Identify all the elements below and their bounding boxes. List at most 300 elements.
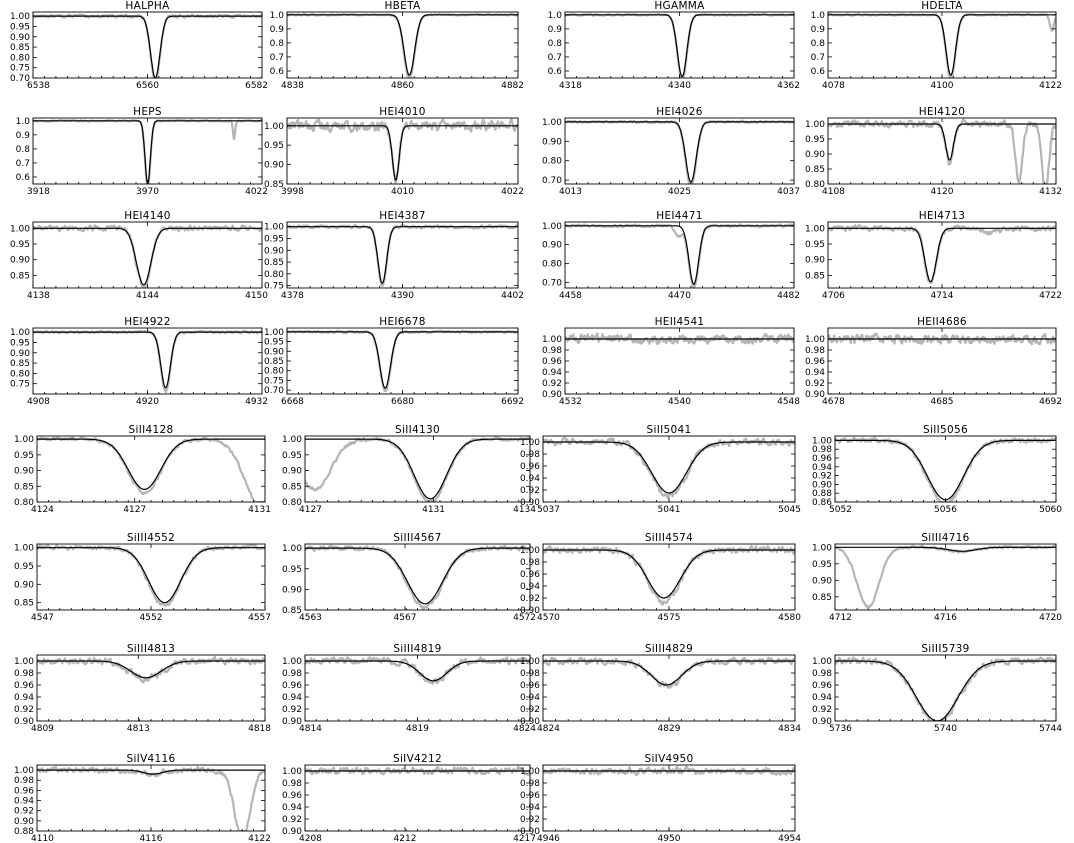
y-tick-label: 0.90: [804, 390, 825, 400]
y-tick-label: 0.85: [9, 271, 30, 282]
y-tick-label: 0.95: [13, 450, 34, 461]
x-tick-label: 4954: [778, 834, 801, 843]
y-tick-label: 0.92: [811, 705, 832, 715]
x-tick-label: 4720: [1039, 613, 1062, 623]
x-tick-label: 4120: [930, 187, 954, 197]
axes-frame: [33, 328, 262, 394]
x-tick-label: 4692: [1039, 397, 1062, 407]
y-tick-label: 0.90: [281, 827, 302, 837]
y-tick-label: 0.98: [519, 669, 540, 679]
observed-spectrum-line: [287, 14, 518, 78]
axes-frame: [305, 765, 530, 831]
axes-frame: [565, 222, 794, 288]
y-tick-label: 1.00: [9, 12, 30, 23]
y-tick-label: 0.96: [541, 357, 562, 367]
y-tick-label: 0.80: [541, 156, 562, 167]
y-tick-label: 0.80: [541, 259, 562, 270]
x-tick-label: 4557: [248, 613, 271, 623]
x-tick-label: 5060: [1039, 505, 1062, 515]
panel-title: SiIV4116: [126, 753, 176, 765]
model-profile-line: [835, 440, 1056, 499]
y-tick-label: 0.94: [519, 693, 540, 703]
observed-spectrum-line: [37, 545, 265, 606]
x-tick-label: 4818: [248, 724, 271, 734]
y-tick-label: 1.00: [281, 544, 302, 555]
x-tick-label: 4819: [406, 724, 429, 734]
panel-hdelta: [811, 0, 1062, 91]
model-profile-line: [37, 439, 265, 489]
x-tick-label: 5736: [829, 724, 852, 734]
y-tick-label: 0.98: [13, 669, 34, 679]
y-tick-label: 0.95: [804, 240, 825, 250]
y-tick-label: 0.85: [281, 606, 302, 616]
x-tick-label: 5056: [934, 505, 957, 515]
model-profile-line: [37, 548, 265, 603]
y-tick-label: 0.90: [811, 717, 832, 727]
y-tick-label: 0.95: [263, 141, 284, 152]
y-tick-label: 0.94: [13, 693, 34, 703]
y-tick-label: 1.00: [804, 120, 825, 130]
x-tick-label: 4390: [391, 291, 414, 301]
model-profile-line: [543, 442, 795, 493]
y-tick-label: 0.90: [519, 498, 540, 508]
panel-title: SiIII4819: [393, 643, 442, 655]
y-tick-label: 0.92: [519, 705, 540, 715]
y-tick-label: 1.00: [9, 328, 30, 339]
observed-spectrum-line: [835, 546, 1056, 607]
x-tick-label: 4860: [391, 81, 414, 91]
x-tick-label: 4010: [391, 187, 414, 197]
y-tick-label: 0.94: [281, 693, 302, 703]
x-tick-label: 4150: [245, 291, 268, 301]
x-tick-label: 4834: [778, 724, 801, 734]
axes-frame: [835, 655, 1056, 721]
y-tick-label: 0.9: [547, 24, 562, 35]
x-tick-label: 3998: [281, 187, 304, 197]
x-tick-label: 4547: [31, 613, 54, 623]
x-tick-label: 4037: [777, 187, 800, 197]
y-tick-label: 0.75: [263, 281, 284, 292]
y-tick-label: 1.0: [15, 116, 30, 127]
y-tick-label: 0.7: [810, 52, 825, 63]
y-tick-label: 0.96: [519, 681, 540, 691]
x-tick-label: 4127: [123, 505, 147, 515]
panel-title: HEI4010: [379, 106, 426, 118]
x-tick-label: 4950: [657, 834, 681, 843]
model-profile-line: [565, 226, 794, 284]
observed-spectrum-line: [287, 331, 518, 392]
x-tick-label: 4116: [139, 834, 163, 843]
y-tick-label: 0.90: [804, 255, 825, 266]
x-tick-label: 4685: [930, 397, 954, 407]
y-tick-label: 0.7: [15, 158, 30, 169]
y-tick-label: 0.85: [13, 482, 34, 493]
panel-siiii5739: [812, 643, 1062, 734]
panel-title: HEI6678: [379, 316, 426, 328]
y-tick-label: 0.94: [541, 368, 562, 378]
y-tick-label: 0.6: [269, 66, 284, 77]
y-tick-label: 0.80: [804, 180, 825, 190]
observed-spectrum-line: [287, 119, 518, 183]
model-profile-line: [287, 15, 518, 75]
observed-spectrum-line: [565, 121, 794, 184]
x-tick-label: 5041: [657, 505, 681, 515]
x-tick-label: 4318: [559, 81, 582, 91]
y-tick-label: 1.00: [541, 335, 562, 345]
panel-title: HEI4120: [918, 106, 966, 118]
panel-halpha: [10, 0, 268, 91]
x-tick-label: 5740: [934, 724, 957, 734]
y-tick-label: 0.90: [281, 585, 302, 596]
y-tick-label: 0.94: [13, 796, 34, 807]
panel-title: HEPS: [133, 106, 162, 118]
panel-siiv4116: [14, 753, 271, 843]
panel-heps: [16, 106, 268, 197]
y-tick-label: 0.80: [263, 269, 284, 280]
x-tick-label: 6680: [391, 397, 414, 407]
panel-siiii4567: [282, 532, 536, 623]
x-tick-label: 4580: [778, 613, 801, 623]
y-tick-label: 0.94: [804, 368, 825, 378]
x-tick-label: 4131: [422, 505, 446, 515]
panel-siii4128: [14, 424, 271, 515]
x-tick-label: 4570: [537, 613, 560, 623]
model-profile-line: [305, 548, 530, 604]
observed-spectrum-line: [543, 438, 795, 498]
y-tick-label: 0.75: [9, 63, 30, 74]
y-tick-label: 0.92: [519, 594, 540, 604]
y-tick-label: 1.00: [541, 117, 562, 128]
y-tick-label: 0.94: [519, 582, 540, 592]
model-profile-line: [543, 550, 795, 598]
y-tick-label: 0.85: [13, 598, 34, 609]
axes-frame: [543, 436, 795, 502]
x-tick-label: 6668: [281, 397, 304, 407]
x-tick-label: 4575: [657, 613, 681, 623]
y-tick-label: 0.90: [541, 240, 562, 251]
y-tick-label: 0.95: [9, 240, 30, 250]
model-profile-line: [33, 16, 262, 78]
panel-title: HEI4922: [124, 316, 171, 328]
axes-frame: [835, 544, 1056, 610]
y-tick-label: 0.95: [811, 559, 832, 570]
y-tick-label: 0.96: [519, 791, 540, 801]
observed-spectrum-line: [543, 658, 795, 688]
model-profile-line: [305, 439, 530, 499]
x-tick-label: 4809: [31, 724, 54, 734]
y-tick-label: 0.90: [519, 606, 540, 616]
panel-title: HGAMMA: [654, 0, 705, 12]
y-tick-label: 1.0: [810, 10, 825, 21]
y-tick-label: 1.00: [811, 436, 832, 447]
axes-frame: [543, 765, 795, 831]
x-tick-label: 4132: [1039, 187, 1062, 197]
x-tick-label: 4572: [513, 613, 536, 623]
y-tick-label: 0.88: [811, 489, 832, 500]
model-profile-line: [33, 332, 262, 388]
y-tick-label: 0.98: [804, 346, 825, 356]
panel-title: HEI4026: [656, 106, 703, 118]
panel-hei4713: [805, 210, 1062, 301]
axes-frame: [305, 544, 530, 610]
y-tick-label: 0.94: [519, 474, 540, 484]
panel-title: HEII4686: [917, 316, 967, 328]
observed-spectrum-line: [835, 438, 1056, 503]
y-tick-label: 0.70: [263, 386, 284, 397]
y-tick-label: 0.92: [13, 705, 34, 715]
y-tick-label: 0.90: [13, 466, 34, 477]
observed-spectrum-line: [33, 331, 262, 392]
x-tick-label: 4470: [668, 291, 691, 301]
y-tick-label: 0.92: [541, 379, 562, 389]
y-tick-label: 0.85: [9, 359, 30, 370]
panel-hei6678: [264, 316, 524, 407]
x-tick-label: 4716: [934, 613, 957, 623]
y-tick-label: 0.96: [519, 462, 540, 472]
panel-title: SiII5041: [646, 424, 692, 436]
y-tick-label: 0.90: [281, 717, 302, 727]
y-tick-label: 1.00: [9, 224, 30, 235]
y-tick-label: 0.90: [263, 347, 284, 358]
y-tick-label: 0.6: [810, 66, 825, 77]
panel-title: SiIII5739: [921, 643, 970, 655]
panel-siiii4716: [812, 532, 1062, 623]
observed-spectrum-line: [828, 225, 1056, 283]
x-tick-label: 4908: [27, 397, 50, 407]
x-tick-label: 4022: [245, 187, 268, 197]
panel-siiii4552: [14, 532, 271, 623]
y-tick-label: 0.90: [9, 255, 30, 266]
model-profile-line: [828, 15, 1056, 75]
panel-hei4120: [805, 106, 1062, 197]
y-tick-label: 0.90: [519, 717, 540, 727]
y-tick-label: 0.90: [519, 827, 540, 837]
x-tick-label: 4025: [668, 187, 691, 197]
y-tick-label: 0.90: [811, 480, 832, 491]
model-profile-line: [287, 227, 518, 283]
x-tick-label: 4208: [299, 834, 322, 843]
y-tick-label: 1.00: [811, 543, 832, 554]
axes-frame: [37, 436, 265, 502]
y-tick-label: 1.00: [804, 335, 825, 345]
x-tick-label: 6538: [27, 81, 50, 91]
observed-spectrum-line: [33, 14, 262, 78]
y-tick-label: 1.00: [281, 767, 302, 777]
y-tick-label: 0.95: [804, 135, 825, 145]
x-tick-label: 4217: [513, 834, 536, 843]
x-tick-label: 4882: [501, 81, 524, 91]
panel-siii4130: [282, 424, 536, 515]
y-tick-label: 1.00: [263, 327, 284, 338]
y-tick-label: 0.90: [9, 348, 30, 359]
x-tick-label: 4402: [501, 291, 524, 301]
y-tick-label: 0.6: [547, 66, 562, 77]
observed-spectrum-line: [305, 437, 530, 502]
y-tick-label: 0.98: [811, 445, 832, 456]
y-tick-label: 0.80: [263, 366, 284, 377]
panel-hei4471: [542, 210, 800, 301]
y-tick-label: 1.00: [13, 766, 34, 777]
x-tick-label: 5052: [829, 505, 852, 515]
x-tick-label: 5045: [778, 505, 801, 515]
panel-title: SiIV4950: [644, 753, 694, 765]
panel-title: HEI4140: [124, 210, 171, 222]
y-tick-label: 0.80: [13, 498, 34, 508]
panel-siiv4950: [520, 753, 801, 843]
panel-hei4922: [10, 316, 268, 407]
y-tick-label: 0.85: [263, 357, 284, 367]
y-tick-label: 0.96: [811, 454, 832, 464]
model-profile-line: [33, 228, 262, 285]
y-tick-label: 0.75: [263, 376, 284, 387]
model-profile-line: [305, 661, 530, 681]
y-tick-label: 0.95: [263, 337, 284, 348]
panel-title: SiII4128: [128, 424, 174, 436]
panel-heii4541: [542, 316, 800, 407]
x-tick-label: 5037: [537, 505, 560, 515]
y-tick-label: 1.00: [519, 767, 540, 777]
y-tick-label: 0.95: [281, 564, 302, 575]
y-tick-label: 0.75: [9, 379, 30, 390]
y-tick-label: 0.96: [13, 786, 34, 797]
y-tick-label: 0.9: [810, 24, 825, 35]
panel-title: SiIII4716: [921, 532, 970, 544]
y-tick-label: 0.70: [541, 278, 562, 289]
x-tick-label: 4540: [668, 397, 691, 407]
y-tick-label: 0.8: [547, 38, 562, 49]
x-tick-label: 6692: [501, 397, 524, 407]
y-tick-label: 0.95: [263, 234, 284, 245]
x-tick-label: 4134: [513, 505, 536, 515]
y-tick-label: 0.9: [15, 130, 30, 141]
y-tick-label: 0.85: [804, 271, 825, 282]
y-tick-label: 1.00: [519, 657, 540, 667]
y-tick-label: 0.8: [15, 144, 30, 155]
y-tick-label: 0.98: [541, 346, 562, 356]
panel-siii5056: [812, 424, 1062, 515]
x-tick-label: 4813: [126, 724, 150, 734]
x-tick-label: 4144: [136, 291, 159, 301]
y-tick-label: 0.90: [811, 576, 832, 587]
y-tick-label: 0.92: [519, 486, 540, 496]
panel-title: SiIII4829: [644, 643, 694, 655]
y-tick-label: 0.85: [263, 258, 284, 269]
y-tick-label: 0.90: [263, 160, 284, 171]
y-tick-label: 0.7: [547, 52, 562, 63]
x-tick-label: 4013: [559, 187, 582, 197]
y-tick-label: 1.00: [263, 222, 284, 233]
y-tick-label: 0.6: [15, 172, 30, 183]
axes-frame: [828, 222, 1056, 288]
y-tick-label: 0.85: [804, 165, 825, 175]
y-tick-label: 0.90: [263, 246, 284, 257]
model-profile-line: [33, 121, 262, 184]
y-tick-label: 0.80: [9, 53, 30, 64]
y-tick-label: 0.98: [519, 779, 540, 789]
x-tick-label: 4814: [299, 724, 322, 734]
panel-title: SiIII4574: [644, 532, 694, 544]
panel-siiv4212: [282, 753, 536, 843]
y-tick-label: 1.00: [13, 543, 34, 554]
panel-title: SiIII4552: [126, 532, 176, 544]
panel-title: HALPHA: [125, 0, 170, 12]
x-tick-label: 4108: [822, 187, 845, 197]
axes-frame: [305, 655, 530, 721]
y-tick-label: 0.94: [811, 462, 832, 473]
y-tick-label: 0.96: [13, 681, 34, 691]
y-tick-label: 1.0: [269, 10, 284, 21]
y-tick-label: 0.8: [810, 38, 825, 49]
y-tick-label: 1.00: [804, 224, 825, 235]
x-tick-label: 3970: [136, 187, 159, 197]
panel-title: HBETA: [384, 0, 421, 12]
x-tick-label: 4212: [393, 834, 417, 843]
model-profile-line: [287, 126, 518, 180]
y-tick-label: 0.85: [281, 482, 302, 493]
x-tick-label: 5744: [1039, 724, 1062, 734]
panel-title: SiIII4813: [126, 643, 176, 655]
y-tick-label: 0.92: [519, 815, 540, 825]
axes-frame: [835, 436, 1056, 502]
y-tick-label: 0.95: [281, 450, 302, 461]
x-tick-label: 4131: [248, 505, 271, 515]
x-tick-label: 4122: [1039, 81, 1062, 91]
y-tick-label: 0.98: [281, 779, 302, 789]
panel-title: HEI4713: [918, 210, 966, 222]
x-tick-label: 4138: [27, 291, 50, 301]
y-tick-label: 1.00: [13, 657, 34, 667]
y-tick-label: 1.00: [519, 438, 540, 448]
y-tick-label: 0.90: [9, 32, 30, 43]
model-profile-line: [543, 661, 795, 685]
panel-siiii4819: [282, 643, 536, 734]
panel-siiii4813: [14, 643, 271, 734]
observed-spectrum-line: [33, 120, 262, 184]
y-tick-label: 1.00: [281, 435, 302, 446]
x-tick-label: 6582: [245, 81, 268, 91]
y-tick-label: 0.70: [541, 176, 562, 187]
x-tick-label: 4678: [822, 397, 845, 407]
x-tick-label: 4340: [668, 81, 691, 91]
y-tick-label: 0.92: [13, 806, 34, 817]
x-tick-label: 4022: [501, 187, 524, 197]
x-tick-label: 4122: [248, 834, 271, 843]
panel-hei4010: [264, 106, 524, 197]
observed-spectrum-line: [835, 657, 1056, 721]
panel-hei4387: [264, 210, 524, 301]
model-profile-line: [287, 332, 518, 388]
x-tick-label: 4532: [559, 397, 582, 407]
panel-title: SiIII4567: [393, 532, 442, 544]
y-tick-label: 0.90: [13, 816, 34, 827]
axes-frame: [305, 436, 530, 502]
panel-title: SiII5056: [923, 424, 968, 436]
y-tick-label: 1.00: [13, 435, 34, 446]
y-tick-label: 0.96: [519, 570, 540, 580]
y-tick-label: 0.98: [811, 669, 832, 679]
x-tick-label: 4127: [299, 505, 322, 515]
y-tick-label: 0.94: [281, 803, 302, 813]
axes-frame: [37, 655, 265, 721]
x-tick-label: 4100: [930, 81, 954, 91]
y-tick-label: 1.00: [263, 121, 284, 132]
x-tick-label: 4706: [822, 291, 845, 301]
x-tick-label: 4110: [31, 834, 54, 843]
x-tick-label: 4946: [537, 834, 560, 843]
y-tick-label: 0.8: [269, 38, 284, 49]
panel-title: HDELTA: [921, 0, 963, 12]
y-tick-label: 0.96: [281, 681, 302, 691]
